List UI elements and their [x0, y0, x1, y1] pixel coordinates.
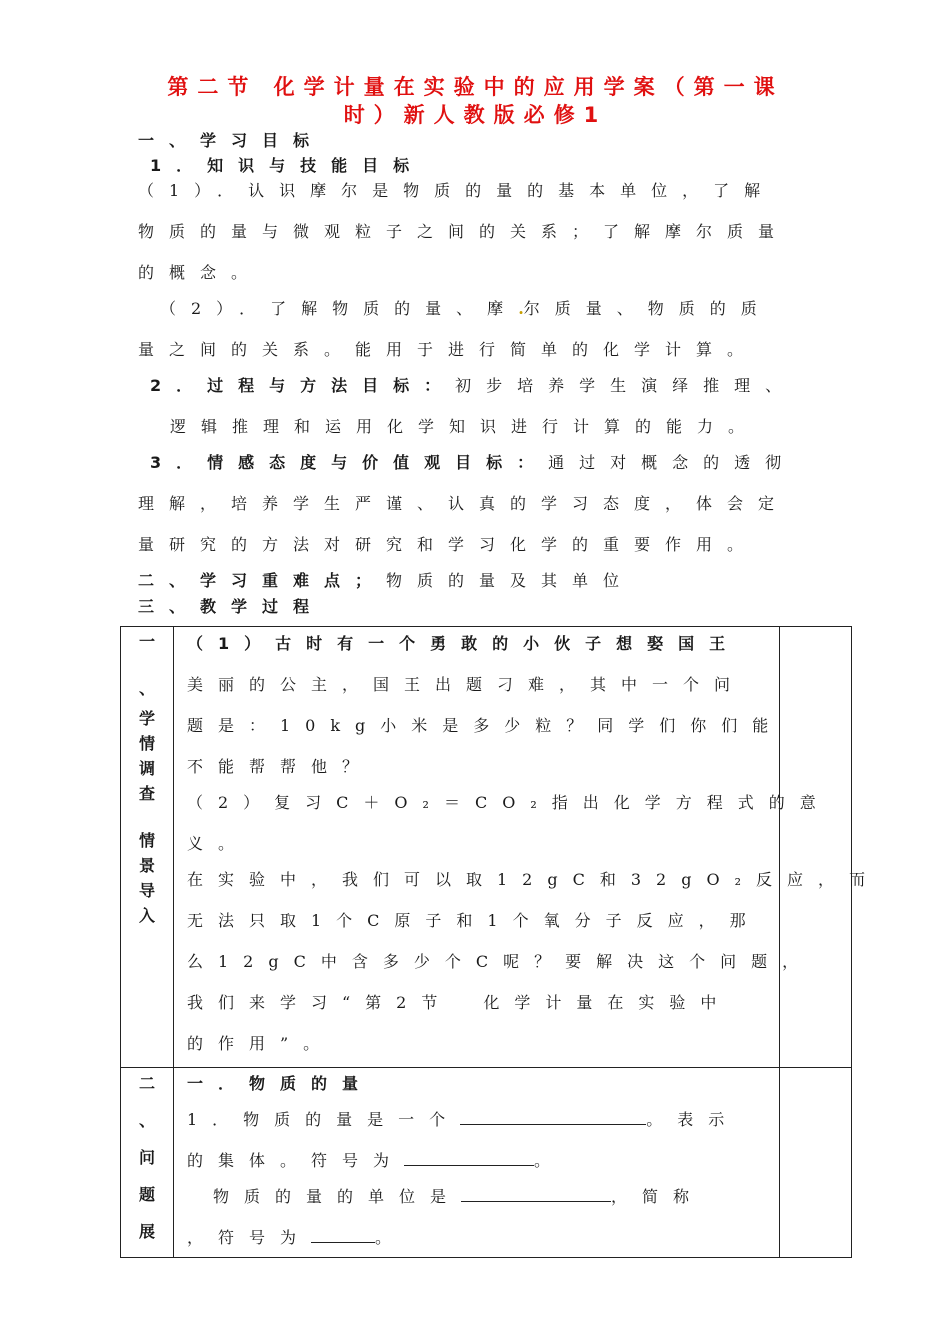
row1-label-char: 调 — [138, 759, 155, 778]
row2-line-4-pre: ，符号为 — [187, 1228, 312, 1247]
row1-line: 题是：10kg小米是多少粒？同学们你们能 — [187, 716, 784, 735]
row1-line: 不能帮帮他？ — [187, 757, 374, 776]
row1-line: 义。 — [187, 834, 250, 853]
attitude-goal — [150, 450, 796, 473]
row1-line: 的作用”。 — [187, 1034, 335, 1053]
row2-line-2-pre: 的集体。符号为 — [187, 1151, 405, 1170]
row2-line-3-pre: 物质的量的单位是 — [213, 1187, 462, 1206]
paragraph-2a-pre: （2）．了解物质的量、摩 — [160, 299, 519, 318]
row2-label-char: 题 — [138, 1185, 155, 1204]
row2-line-3 — [213, 1184, 704, 1207]
row1-label-char: 学 — [138, 709, 155, 728]
key-points-heading: 二、学习重难点； — [138, 571, 387, 590]
attitude-text-2: 理解，培养学生严谨、认真的学习态度，体会定 — [138, 494, 790, 513]
row1-label-char: 导 — [138, 881, 155, 900]
row2-line-1-post: 。表示 — [646, 1110, 740, 1129]
fill-in-blank[interactable] — [311, 1226, 375, 1243]
subsection-knowledge-skills: 1．知识与技能目标 — [150, 156, 425, 175]
paragraph-2b: 量之间的关系。能用于进行简单的化学计算。 — [138, 340, 759, 359]
row2-line-2 — [187, 1148, 565, 1171]
row1-line: 美丽的公主，国王出题刁难，其中一个问 — [187, 675, 746, 694]
row2-line-4 — [187, 1225, 406, 1248]
row1-line: 我们来学习“第2节 化学计量在实验中 — [187, 993, 732, 1012]
section-teaching-process: 三、教学过程 — [138, 597, 325, 616]
row2-label-char: 展 — [138, 1222, 155, 1241]
row2-line-1-pre: 1．物质的量是一个 — [187, 1110, 461, 1129]
fill-in-blank[interactable] — [461, 1185, 611, 1202]
row2-line-2-post: 。 — [534, 1151, 566, 1170]
row2-heading: 一．物质的量 — [187, 1074, 374, 1093]
teaching-process-table — [120, 626, 880, 1258]
stray-dot-mark: . — [518, 299, 524, 318]
row2-label-char: 二 — [138, 1074, 155, 1093]
row1-label — [121, 629, 173, 928]
row1-label-char: 一 — [138, 632, 155, 651]
process-method-text: 初步培养学生演绎推理、 — [455, 376, 797, 395]
row1-line: 无法只取1个C原子和1个氧分子反应，那 — [187, 911, 761, 930]
row1-label-char: 查 — [138, 784, 155, 803]
paragraph-1a: （1）．认识摩尔是物质的量的基本单位，了解 — [138, 181, 776, 200]
row1-line: （1）古时有一个勇敢的小伙子想娶国王 — [187, 634, 741, 653]
row1-label-char: 景 — [138, 856, 155, 875]
row1-line: 么12gC中含多少个C呢？要解决这个问题， — [187, 952, 814, 971]
row1-label-char: 入 — [138, 906, 155, 925]
row1-label-char: 情 — [138, 734, 155, 753]
row1-line: 在实验中，我们可以取12gC和32gO₂反应，而 — [187, 870, 880, 889]
fill-in-blank[interactable] — [404, 1149, 534, 1166]
row2-label-char: 问 — [138, 1148, 155, 1167]
table-column-divider-1 — [173, 627, 174, 1257]
process-method-text-2: 逻辑推理和运用化学知识进行计算的能力。 — [170, 417, 760, 436]
section-key-points — [138, 568, 634, 591]
table-row-divider — [121, 1067, 851, 1068]
row1-line: （2）复习C＋O₂＝CO₂指出化学方程式的意 — [187, 793, 831, 812]
attitude-heading: 3．情感态度与价值观目标： — [150, 453, 549, 472]
attitude-text: 通过对概念的透彻 — [548, 453, 797, 472]
fill-in-blank[interactable] — [460, 1108, 646, 1125]
document-title-line-2: 时）新人教版必修1 — [343, 103, 608, 127]
paragraph-2a-post: 尔质量、物质的质 — [523, 299, 772, 318]
paragraph-1c: 的概念。 — [138, 263, 263, 282]
document-title-line-1: 第二节 化学计量在实验中的应用学案（第一课 — [167, 75, 784, 99]
paragraph-2a — [160, 296, 772, 319]
row2-label — [121, 1071, 173, 1244]
row2-line-4-post: 。 — [375, 1228, 407, 1247]
row2-label-char: 、 — [138, 1111, 155, 1130]
paragraph-1b: 物质的量与微观粒子之间的关系；了解摩尔质量 — [138, 222, 790, 241]
row2-line-3-post: ，简称 — [611, 1187, 705, 1206]
key-points-text: 物质的量及其单位 — [386, 571, 635, 590]
row1-label-char: 、 — [138, 679, 155, 698]
process-method-goal — [150, 373, 796, 396]
row2-line-1 — [187, 1107, 739, 1130]
row1-label-char: 情 — [138, 831, 155, 850]
section-learning-goals: 一、学习目标 — [138, 131, 325, 150]
attitude-text-3: 量研究的方法对研究和学习化学的重要作用。 — [138, 535, 759, 554]
process-method-heading: 2．过程与方法目标： — [150, 376, 456, 395]
